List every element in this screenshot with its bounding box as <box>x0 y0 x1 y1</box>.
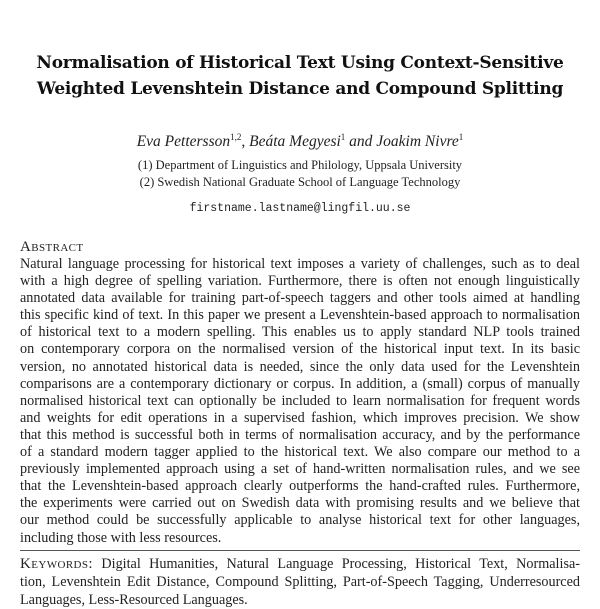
contact-email: firstname.lastname@lingfil.uu.se <box>189 202 411 215</box>
author-list <box>0 132 600 152</box>
abstract-line: version, no annotated historical data is needed, since the only data used for the Levenshtein <box>20 358 580 375</box>
author-separator: , <box>241 133 250 150</box>
author-name: Joakim Nivre <box>376 133 459 150</box>
abstract-line: that the Levenshtein-based approach clearly outperforms the hand-crafted rules. Furthermore, <box>20 478 580 495</box>
abstract-line: normalised historical text can optionally be included to learn normalisation for frequent words <box>20 392 580 409</box>
abstract-line: of a standard modern tagger applied to the historical text. We also compare our method to a <box>20 444 580 461</box>
abstract-line: with a high degree of spelling variation. Furthermore, there is often not enough linguistically <box>20 273 580 290</box>
abstract-heading: Abstract <box>20 239 84 255</box>
keywords-line <box>20 555 580 573</box>
paper-title <box>0 50 600 102</box>
abstract-line: our method could be successfully applicable to analyse historical text for other languages, <box>20 512 580 529</box>
abstract-line: the experiments were carried out on Swedish data with promising results and we believe that <box>20 495 580 512</box>
affiliation-list <box>0 157 600 191</box>
author-affiliation-mark: 1 <box>458 132 464 142</box>
abstract-line: that this method is successful both in terms of normalisation accuracy, and by the performance <box>20 426 580 443</box>
author-separator: and <box>345 133 377 150</box>
abstract-line: including those with less resources. <box>20 529 222 546</box>
author-name: Beáta Megyesi <box>249 133 341 150</box>
abstract-line: previously implemented approach using a set of hand-written normalisation rules, and we see <box>20 461 580 478</box>
abstract-line: of historical text to a modern spelling. This enables us to apply standard NLP tools trained <box>20 324 580 341</box>
abstract-line: annotated data available for training part-of-speech taggers and other tools aimed at handling <box>20 290 580 307</box>
abstract-line: comparisons are a contemporary dictionary or corpus. In addition, a (small) corpus of manually <box>20 375 580 392</box>
abstract-body <box>20 256 580 547</box>
keywords-section <box>20 555 580 609</box>
abstract-line: this specific kind of text. In this paper we present a Levenshtein-based approach to normalisation <box>20 307 580 324</box>
abstract-line: and weights for edit operations in a supervised fashion, which improves precision. We show <box>20 409 580 426</box>
title-line-1: Normalisation of Historical Text Using Context-Sensitive <box>36 53 564 73</box>
keywords-text: Digital Humanities, Natural Language Processing, Historical Text, Normalisa- <box>93 556 580 572</box>
affiliation-1: (1) Department of Linguistics and Philology, Uppsala University <box>137 158 463 172</box>
author-affiliation-mark: 1 <box>340 132 346 142</box>
keywords-label: Keywords: <box>20 556 93 572</box>
abstract-line: Natural language processing for historical text imposes a variety of challenges, such as to deal <box>20 256 580 272</box>
author-name: Eva Pettersson <box>136 133 231 150</box>
author-affiliation-mark: 1,2 <box>230 132 242 142</box>
section-divider <box>20 550 580 551</box>
affiliation-2: (2) Swedish National Graduate School of Language Technology <box>139 175 461 189</box>
abstract-line: on contemporary corpora on the normalised version of the historical input text. In its basic <box>20 341 580 358</box>
title-line-2: Weighted Levenshtein Distance and Compound Splitting <box>36 79 564 99</box>
keywords-line: Languages, Less-Resourced Languages. <box>20 592 248 608</box>
keywords-line: tion, Levenshtein Edit Distance, Compound Splitting, Part-of-Speech Tagging, Underresourced <box>20 574 580 590</box>
